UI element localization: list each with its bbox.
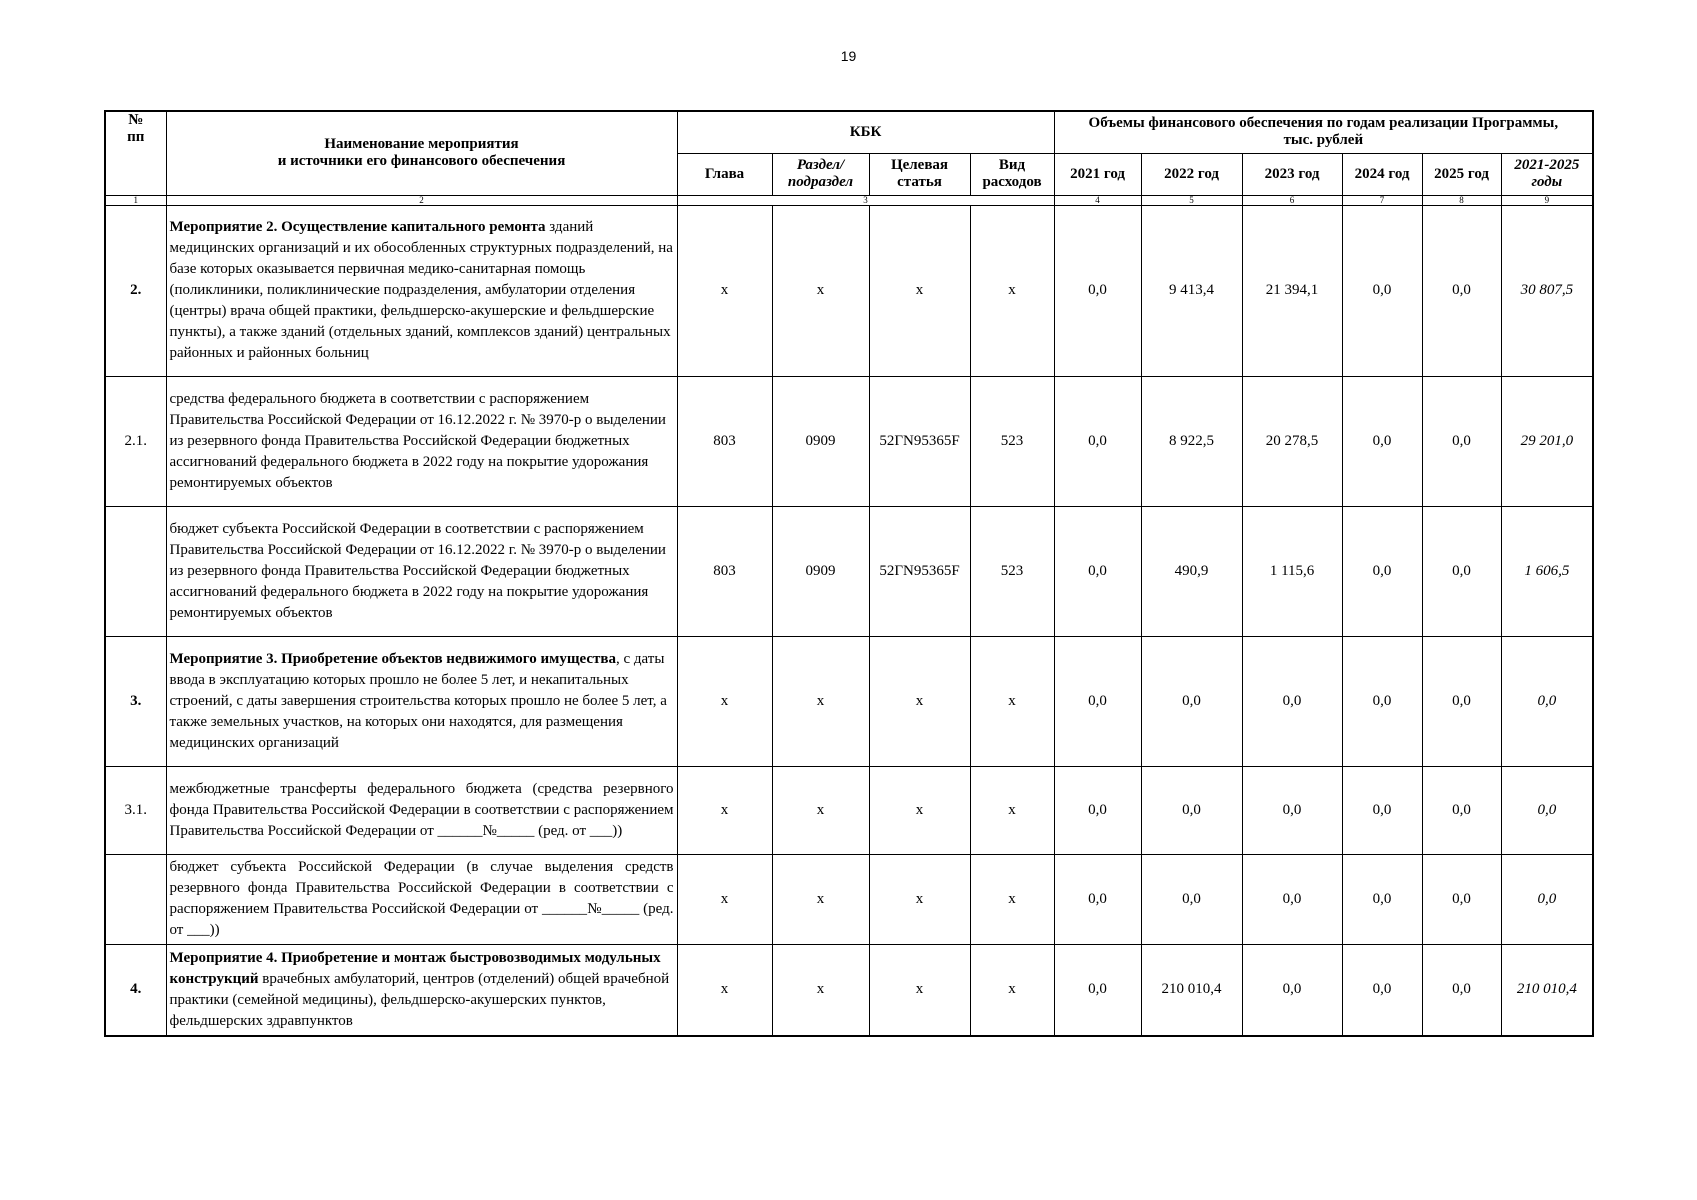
cell-2025: 0,0 xyxy=(1422,944,1501,1036)
header-vid: Вид расходов xyxy=(970,153,1054,195)
cell-glava: х xyxy=(677,766,772,854)
cell-2021: 0,0 xyxy=(1054,636,1141,766)
cell-vid: х xyxy=(970,854,1054,944)
column-number: 6 xyxy=(1242,195,1342,205)
cell-total: 30 807,5 xyxy=(1501,205,1593,376)
cell-target: х xyxy=(869,766,970,854)
cell-2025: 0,0 xyxy=(1422,205,1501,376)
header-2021: 2021 год xyxy=(1054,153,1141,195)
cell-2024: 0,0 xyxy=(1342,205,1422,376)
cell-2025: 0,0 xyxy=(1422,854,1501,944)
cell-2021: 0,0 xyxy=(1054,944,1141,1036)
cell-total: 0,0 xyxy=(1501,766,1593,854)
row-number: 3. xyxy=(105,636,166,766)
cell-glava: х xyxy=(677,854,772,944)
row-text: врачебных амбулаторий, центров (отделений) общей врачебной практики (семейной медицины), фельдшерско-акушерских пунктов, фельдшерских здравпунктов xyxy=(169,970,670,1029)
row-number: 4. xyxy=(105,944,166,1036)
row-description xyxy=(166,944,677,1036)
cell-2023: 21 394,1 xyxy=(1242,205,1342,376)
cell-2025: 0,0 xyxy=(1422,376,1501,506)
cell-2024: 0,0 xyxy=(1342,506,1422,636)
page-number: 19 xyxy=(840,48,857,64)
cell-2021: 0,0 xyxy=(1054,376,1141,506)
cell-target: х xyxy=(869,854,970,944)
header-2025: 2025 год xyxy=(1422,153,1501,195)
header-glava: Глава xyxy=(677,153,772,195)
row-description xyxy=(166,766,677,854)
row-description xyxy=(166,636,677,766)
cell-target: х xyxy=(869,205,970,376)
header-volumes: Объемы финансового обеспечения по годам реализации Программы, тыс. рублей xyxy=(1054,111,1593,153)
table-row xyxy=(105,854,1593,944)
cell-2025: 0,0 xyxy=(1422,766,1501,854)
header-2022: 2022 год xyxy=(1141,153,1242,195)
header-num: № пп xyxy=(105,111,166,195)
cell-vid: х xyxy=(970,636,1054,766)
row-description xyxy=(166,205,677,376)
column-number-row xyxy=(105,195,1593,205)
cell-vid: х xyxy=(970,766,1054,854)
row-number: 2.1. xyxy=(105,376,166,506)
cell-vid: 523 xyxy=(970,506,1054,636)
row-text: зданий медицинских организаций и их обособленных структурных подразделений, на базе которых оказывается первичная медико-санитарная помощь (поликлиники, поликлинические подразделения, амбулатории отделения (центры) врача общей практики, фельдшерско-акушерские и фельдшерские пункты), а также зданий (отдельных зданий, комплексов зданий) центральных районных и районных больниц xyxy=(169,219,673,361)
row-text: средства федерального бюджета в соответствии с распоряжением Правительства Российской Федерации от 16.12.2022 г. № 3970-р о выделении из резервного фонда Правительства Российской Федерации бюджетных ассигнований федерального бюджета в 2022 году на покрытие удорожания ремонтируемых объектов xyxy=(169,390,666,491)
row-text: , с даты ввода в эксплуатацию которых прошло не более 5 лет, и некапитальных строений, с даты завершения строительства которых прошло не более 5 лет, а также земельных участков, на которых они находятся, для размещения медицинских организаций xyxy=(169,650,667,751)
row-description xyxy=(166,854,677,944)
cell-2022: 210 010,4 xyxy=(1141,944,1242,1036)
row-description xyxy=(166,376,677,506)
cell-2025: 0,0 xyxy=(1422,506,1501,636)
column-number: 1 xyxy=(105,195,166,205)
row-text: бюджет субъекта Российской Федерации (в случае выделения средств резервного фонда Правительства Российской Федерации в соответствии с распоряжением Правительства Российской Федерации от ______№_____ (ред. от ___)) xyxy=(169,859,674,938)
row-title: Мероприятие 2. Осуществление капитального ремонта xyxy=(169,219,546,235)
cell-glava: х xyxy=(677,944,772,1036)
table-row xyxy=(105,944,1593,1036)
row-number: 3.1. xyxy=(105,766,166,854)
row-number: 2. xyxy=(105,205,166,376)
cell-razdel: х xyxy=(772,854,869,944)
cell-2022: 9 413,4 xyxy=(1141,205,1242,376)
header-2024: 2024 год xyxy=(1342,153,1422,195)
cell-total: 0,0 xyxy=(1501,854,1593,944)
cell-total: 0,0 xyxy=(1501,636,1593,766)
cell-2023: 0,0 xyxy=(1242,766,1342,854)
header-razdel: Раздел/ подраздел xyxy=(772,153,869,195)
cell-2022: 8 922,5 xyxy=(1141,376,1242,506)
cell-target: х xyxy=(869,944,970,1036)
cell-2021: 0,0 xyxy=(1054,854,1141,944)
cell-glava: 803 xyxy=(677,376,772,506)
cell-razdel: х xyxy=(772,944,869,1036)
cell-total: 29 201,0 xyxy=(1501,376,1593,506)
row-description xyxy=(166,506,677,636)
header-2023: 2023 год xyxy=(1242,153,1342,195)
row-number xyxy=(105,506,166,636)
cell-target: 52ГN95365F xyxy=(869,506,970,636)
cell-2023: 0,0 xyxy=(1242,854,1342,944)
cell-vid: 523 xyxy=(970,376,1054,506)
cell-2024: 0,0 xyxy=(1342,944,1422,1036)
row-number xyxy=(105,854,166,944)
header-name: Наименование мероприятия и источники его финансового обеспечения xyxy=(166,111,677,195)
column-number: 4 xyxy=(1054,195,1141,205)
cell-2021: 0,0 xyxy=(1054,766,1141,854)
table-row xyxy=(105,766,1593,854)
column-number: 5 xyxy=(1141,195,1242,205)
row-text: межбюджетные трансферты федерального бюджета (средства резервного фонда Правительства Российской Федерации в соответствии с распоряжением Правительства Российской Федерации от ______№_____ (ред. от ___)) xyxy=(169,780,674,839)
cell-razdel: х xyxy=(772,636,869,766)
cell-2024: 0,0 xyxy=(1342,766,1422,854)
cell-2025: 0,0 xyxy=(1422,636,1501,766)
column-number: 8 xyxy=(1422,195,1501,205)
row-text: бюджет субъекта Российской Федерации в соответствии с распоряжением Правительства Российской Федерации от 16.12.2022 г. № 3970-р о выделении из резервного фонда Правительства Российской Федерации бюджетных ассигнований федерального бюджета в 2022 году на покрытие удорожания ремонтируемых объектов xyxy=(169,520,666,621)
column-number: 9 xyxy=(1501,195,1593,205)
table-row xyxy=(105,376,1593,506)
header-kbk: КБК xyxy=(677,111,1054,153)
cell-glava: 803 xyxy=(677,506,772,636)
financing-table xyxy=(104,110,1594,1037)
header-total: 2021-2025 годы xyxy=(1501,153,1593,195)
cell-2022: 0,0 xyxy=(1141,636,1242,766)
table-row xyxy=(105,636,1593,766)
cell-2022: 490,9 xyxy=(1141,506,1242,636)
cell-razdel: 0909 xyxy=(772,506,869,636)
column-number: 7 xyxy=(1342,195,1422,205)
cell-2023: 20 278,5 xyxy=(1242,376,1342,506)
cell-razdel: 0909 xyxy=(772,376,869,506)
cell-2023: 0,0 xyxy=(1242,944,1342,1036)
cell-2022: 0,0 xyxy=(1141,766,1242,854)
cell-2021: 0,0 xyxy=(1054,506,1141,636)
cell-2023: 1 115,6 xyxy=(1242,506,1342,636)
table-row xyxy=(105,506,1593,636)
cell-total: 210 010,4 xyxy=(1501,944,1593,1036)
table-row xyxy=(105,205,1593,376)
cell-2024: 0,0 xyxy=(1342,376,1422,506)
header-target: Целевая статья xyxy=(869,153,970,195)
column-number: 3 xyxy=(677,195,1054,205)
cell-2024: 0,0 xyxy=(1342,636,1422,766)
cell-2021: 0,0 xyxy=(1054,205,1141,376)
row-title: Мероприятие 3. Приобретение объектов недвижимого имущества xyxy=(169,650,616,667)
cell-2023: 0,0 xyxy=(1242,636,1342,766)
cell-vid: х xyxy=(970,944,1054,1036)
cell-2024: 0,0 xyxy=(1342,854,1422,944)
cell-2022: 0,0 xyxy=(1141,854,1242,944)
cell-razdel: х xyxy=(772,205,869,376)
column-number: 2 xyxy=(166,195,677,205)
cell-target: 52ГN95365F xyxy=(869,376,970,506)
cell-vid: х xyxy=(970,205,1054,376)
row-title: Мероприятие 4. Приобретение и монтаж быстровозводимых модульных конструкций xyxy=(169,949,661,987)
cell-glava: х xyxy=(677,636,772,766)
cell-razdel: х xyxy=(772,766,869,854)
cell-target: х xyxy=(869,636,970,766)
cell-glava: х xyxy=(677,205,772,376)
cell-total: 1 606,5 xyxy=(1501,506,1593,636)
